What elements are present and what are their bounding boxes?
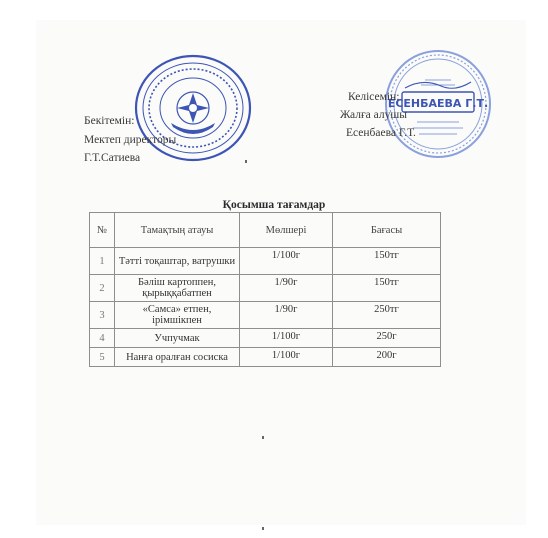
row-qty: 1/90г — [240, 302, 333, 329]
row-num: 5 — [90, 348, 115, 367]
approver-title: Бекітемін: — [84, 115, 135, 127]
header-name: Тамақтың атауы — [115, 213, 240, 248]
scan-speck — [245, 160, 247, 163]
agreer-position: Жалға алушы — [340, 109, 407, 121]
approver-block — [84, 112, 176, 168]
document-title: Қосымша тағамдар — [222, 199, 326, 211]
table-row — [90, 275, 441, 302]
approver-name: Г.Т.Сатиева — [84, 152, 141, 164]
row-num: 1 — [90, 248, 115, 275]
header-qty: Мөлшері — [240, 213, 333, 248]
row-name: Нанға оралған сосиска — [115, 348, 240, 367]
agreer-name: Есенбаева Г.Т. — [346, 127, 416, 139]
row-price: 200г — [333, 348, 441, 367]
row-name: Тәтті тоқаштар, ватрушки — [115, 248, 240, 275]
scan-speck — [262, 436, 264, 439]
row-qty: 1/100г — [240, 329, 333, 348]
row-price: 150тг — [333, 275, 441, 302]
row-name: «Самса» етпен, ірімшікпен — [115, 302, 240, 329]
table-row — [90, 348, 441, 367]
approver-position: Мектеп директоры — [84, 133, 177, 146]
agreer-block — [340, 88, 416, 142]
table-row — [90, 329, 441, 348]
row-num: 4 — [90, 329, 115, 348]
row-name: Бәліш картоппен, қырыққабатпен — [115, 275, 240, 302]
row-price: 250г — [333, 329, 441, 348]
row-qty: 1/100г — [240, 248, 333, 275]
seal-name-text: ЕСЕНБАЕВА Г.Т. — [387, 97, 489, 110]
agreer-title: Келісемін: — [348, 91, 400, 103]
scan-speck — [262, 527, 264, 530]
header-price: Бағасы — [333, 213, 441, 248]
row-num: 2 — [90, 275, 115, 302]
row-num: 3 — [90, 302, 115, 329]
menu-table — [89, 212, 441, 367]
table-header-row — [90, 213, 441, 248]
row-qty: 1/100г — [240, 348, 333, 367]
table-row — [90, 248, 441, 275]
table-row — [90, 302, 441, 329]
header-num: № — [90, 213, 115, 248]
row-price: 150тг — [333, 248, 441, 275]
row-price: 250тг — [333, 302, 441, 329]
row-qty: 1/90г — [240, 275, 333, 302]
row-name: Учпучмак — [115, 329, 240, 348]
